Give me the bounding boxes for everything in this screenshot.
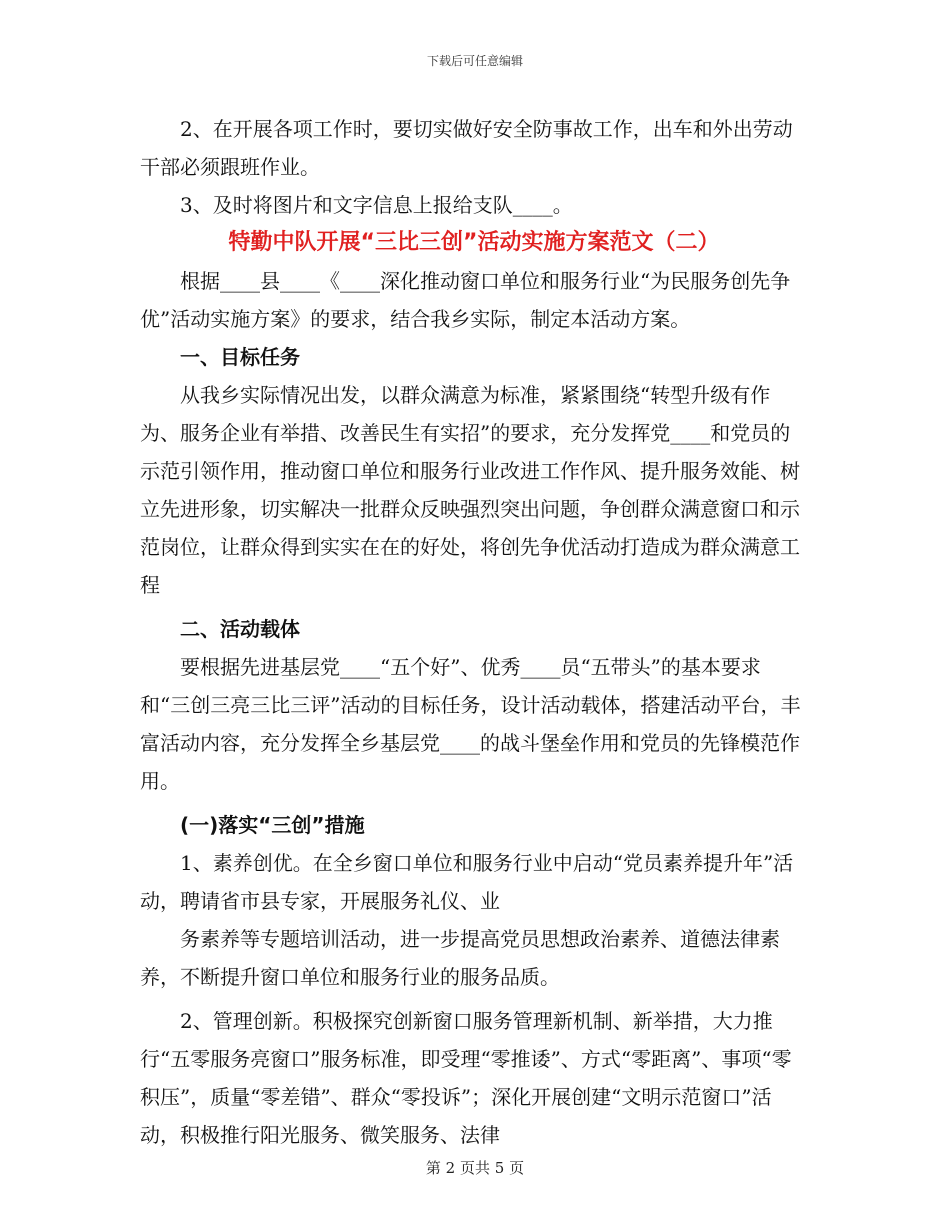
section-text-carrier: 要根据先进基层党____“五个好”、优秀____员“五带头”的基本要求和“三创三亮三比三评”活动的目标任务，设计活动载体，搭建活动平台，丰富活动内容，充分发挥全乡基层党____的战斗堡垒作用和党员的先锋模范作用。: [140, 655, 801, 793]
intro-paragraph-1: 2、在开展各项工作时，要切实做好安全防事故工作，出车和外出劳动干部必须跟班作业。: [140, 117, 793, 179]
header-note: 下载后可任意编辑: [426, 54, 523, 68]
basis-paragraph: 根据____县____《____深化推动窗口单位和服务行业“为民服务创先争优”活动实施方案》的要求，结合我乡实际，制定本活动方案。: [140, 269, 791, 331]
intro-paragraph-2: 3、及时将图片和文字信息上报给支队____。: [180, 193, 573, 217]
section-heading-goals: 一、目标任务: [180, 345, 300, 369]
document-body: [140, 110, 808, 1154]
document-title: 特勤中队开展“三比三创”活动实施方案范文（二）: [228, 230, 720, 255]
item-2: 2、管理创新。积极探究创新窗口服务管理新机制、新举措，大力推行“五零服务亮窗口”服务标准，即受理“零推诿”、方式“零距离”、事项“零积压”，质量“零差错”、群众“零投诉”；深化开展创建“文明示范窗口”活动，积极推行阳光服务、微笑服务、法律: [140, 1009, 792, 1147]
item-1-part-1: 1、素养创优。在全乡窗口单位和服务行业中启动“党员素养提升年”活动，聘请省市县专家，开展服务礼仪、业: [140, 851, 794, 913]
subsection-heading-three-creations: (一)落实“三创”措施: [180, 813, 365, 837]
section-text-goals: 从我乡实际情况出发，以群众满意为标准，紧紧围绕“转型升级有作为、服务企业有举措、改善民生有实招”的要求，充分发挥党____和党员的示范引领作用，推动窗口单位和服务行业改进工作作风、提升服务效能、树立先进形象，切实解决一批群众反映强烈突出问题，争创群众满意窗口和示范岗位，让群众得到实实在在的好处，将创先争优活动打造成为群众满意工程: [140, 383, 800, 597]
page-number: 第 2 页共 5 页: [425, 1159, 525, 1177]
item-1-part-2: 务素养等专题培训活动，进一步提高党员思想政治素养、道德法律素养，不断提升窗口单位和服务行业的服务品质。: [140, 927, 780, 989]
section-heading-carrier: 二、活动载体: [180, 617, 300, 641]
